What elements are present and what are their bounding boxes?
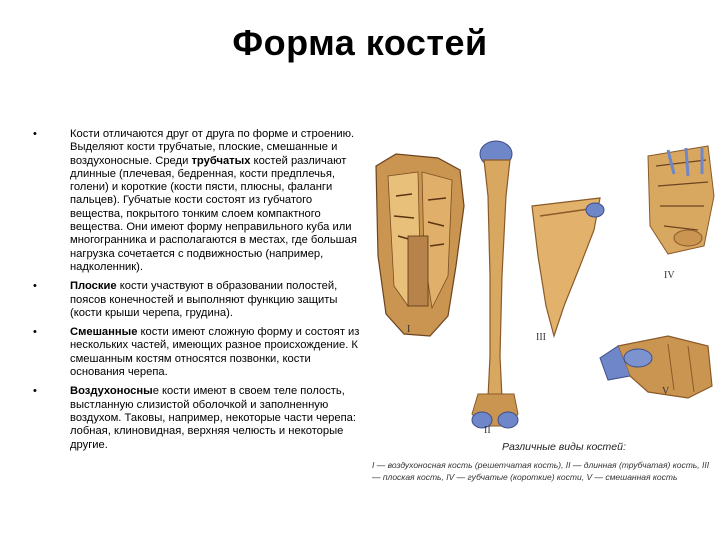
- bullet-bold-word: Плоские: [70, 280, 117, 293]
- bullet-dot: •: [33, 385, 37, 398]
- figure-caption-title: Различные виды костей:: [502, 441, 626, 453]
- bullet-dot: •: [33, 280, 37, 293]
- bullet-bold-word: Смешанные: [70, 326, 138, 339]
- slide-title: Форма костей: [232, 22, 488, 63]
- bullet-item: [30, 326, 360, 379]
- label-v: V: [662, 386, 670, 397]
- flat-bone-image: [532, 198, 604, 336]
- bullet-text: Кости отличаются друг от друга по форме и строению. Выделяют кости трубчатые, плоские, смешанные и воздухоносные. Среди: [70, 128, 355, 167]
- bullet-dot: •: [33, 326, 37, 339]
- bullet-item: [30, 280, 360, 320]
- bullet-bold-word: Воздухоносны: [70, 385, 153, 398]
- bullet-text: костей различают длинные (плечевая, бедренная, кости предплечья, голени) и короткие (кости пясти, плюсны, фаланги пальцев). Губчатые кости состоят из губчатого вещества, покрытого тонким слоем компактного вещества. Они имеют форму неправильного куба или многогранника и располагаются в местах, где большая нагрузка сочетается с подвижностью (например, надколенник).: [70, 154, 357, 273]
- label-i: I: [407, 324, 411, 335]
- label-iii: III: [536, 332, 546, 343]
- bullet-text: е кости имеют в своем теле полость, выстланную слизистой оболочкой и заполненную воздухом. Таковы, например, некоторые части черепа: лобная, клиновидная, верхняя челюсть и некоторые другие.: [70, 385, 357, 451]
- ethmoid-bone-image: [376, 154, 464, 336]
- figure-caption: I — воздухоносная кость (решетчатая кость), II — длинная (трубчатая) кость, III — плоская кость, IV — губчатые (короткие) кости, V — смешанная кость: [372, 460, 710, 482]
- bullet-text: кости имеют сложную форму и состоят из нескольких частей, имеющих разное происхождение. К смешанным костям относятся позвонки, кости основания черепа.: [70, 326, 360, 379]
- label-iv: IV: [664, 270, 675, 281]
- label-ii: II: [484, 425, 491, 436]
- mixed-bone-image: [600, 336, 712, 398]
- bullet-list: [30, 128, 360, 528]
- bullet-bold-word: трубчатых: [191, 154, 251, 167]
- bullet-text: кости участвуют в образовании полостей, поясов конечностей и выполняют функцию защиты (кости крыши черепа, грудина).: [70, 280, 338, 319]
- long-bone-image: [472, 141, 518, 428]
- bullet-dot: •: [33, 128, 37, 140]
- bullet-item: [30, 385, 360, 451]
- bullet-item: [30, 128, 360, 274]
- short-bones-image: [648, 146, 714, 254]
